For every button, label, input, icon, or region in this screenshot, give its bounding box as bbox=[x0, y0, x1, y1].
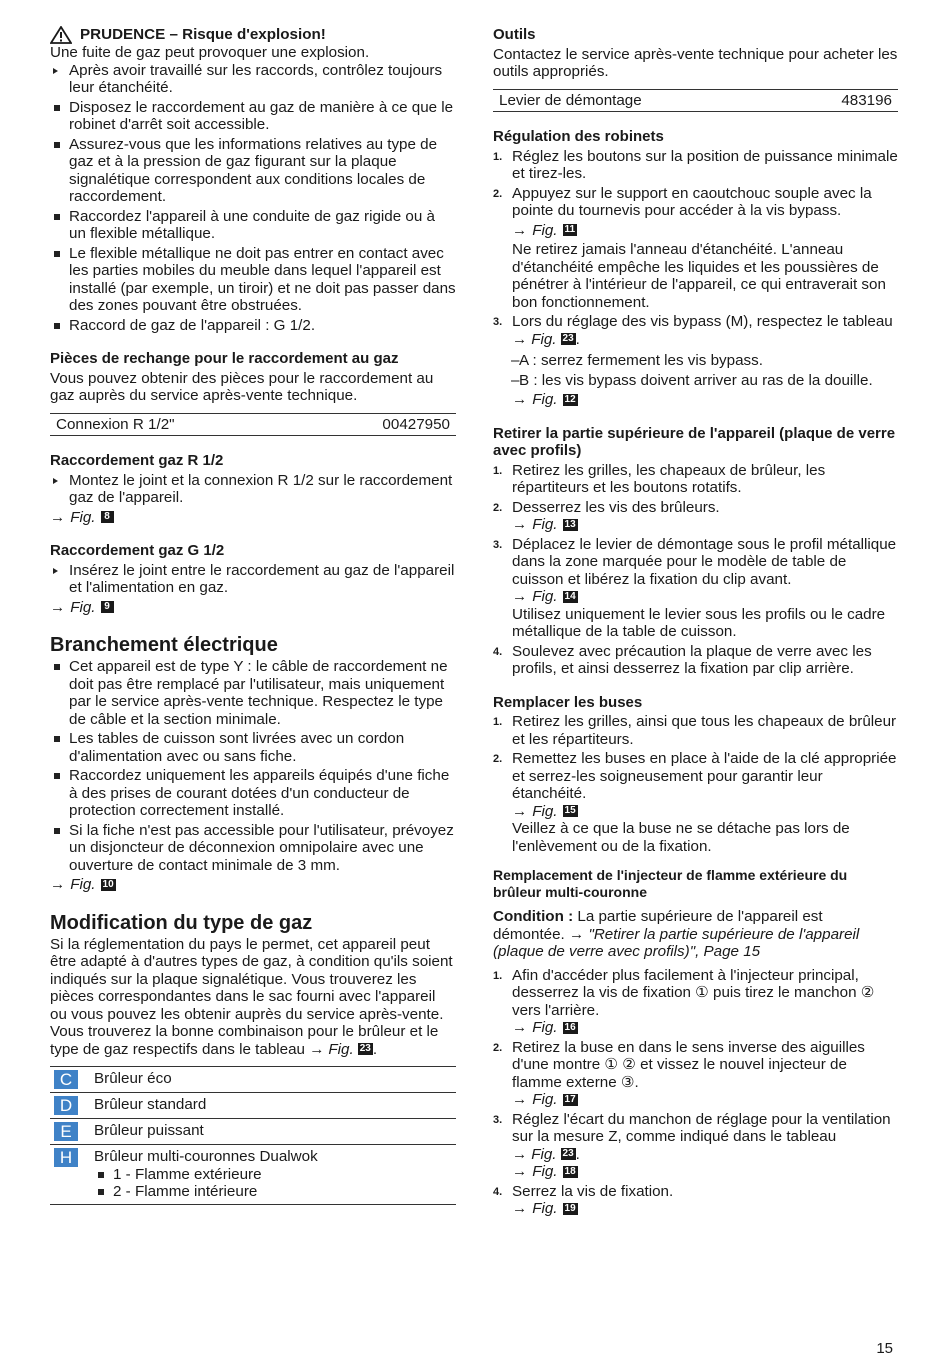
step-text: Réglez les boutons sur la position de puissance minimale et tirez-les. bbox=[512, 147, 898, 182]
step-text: Réglez l'écart du manchon de réglage pour la ventilation sur la mesure Z, comme indiqué dans le tableau bbox=[512, 1110, 891, 1145]
tool-name: Levier de démontage bbox=[499, 91, 642, 109]
fig-label: Fig. bbox=[70, 598, 96, 616]
step-text: Afin d'accéder plus facilement à l'injecteur principal, desserrez la vis de fixation ① puis tirez le manchon ② vers l'arrière. bbox=[512, 966, 875, 1019]
fig-reference[interactable] bbox=[512, 803, 898, 821]
list-item: 3. Lors du réglage des vis bypass (M), respectez le tableau → Fig. 23 . – A : serrez fermement les vis bypass. – B : les vis bypass doivent arriver au ras de la douille. → Fig. 12 bbox=[493, 313, 898, 409]
right-column bbox=[493, 26, 898, 1220]
arrow-icon: → bbox=[309, 1040, 325, 1058]
list-item bbox=[493, 148, 898, 183]
gas-type-text-body: Si la réglementation du pays le permet, cet appareil peut être adapté à d'autres types de gaz, à condition qu'ils soient indiqués sur la plaque signalétique. Vous trouverez les pièces correspondantes dans le sac fourni avec l'appareil ou vous pouvez les obtenir auprès du service après-vente. Vous trouverez la bonne combinaison pour le brûleur et le type de gaz respectifs dans le tableau bbox=[50, 935, 453, 1058]
list-item bbox=[493, 967, 898, 1037]
legend-key-badge: E bbox=[54, 1122, 78, 1141]
warning-sq-list bbox=[50, 99, 456, 335]
condition-text: La partie supérieure de l'appareil est démontée. bbox=[493, 908, 823, 943]
remove-top-steps bbox=[493, 462, 898, 678]
g12-heading: Raccordement gaz G 1/2 bbox=[50, 542, 225, 559]
list-item bbox=[493, 1039, 898, 1109]
arrow-icon: → bbox=[512, 221, 528, 239]
arrow-icon: → bbox=[512, 1145, 528, 1163]
list-item bbox=[493, 1183, 898, 1218]
list-item: Si la fiche n'est pas accessible pour l'utilisateur, prévoyez un disjoncteur de déconnexion omnipolaire avec une ouverture de contact minimale de 3 mm. bbox=[50, 822, 456, 875]
spare-parts-table bbox=[50, 413, 456, 437]
fig-label: Fig. bbox=[532, 588, 558, 605]
step-number: 3. bbox=[493, 316, 503, 328]
fig-number: 10 bbox=[102, 878, 114, 890]
list-item: 2 - Flamme intérieure bbox=[94, 1183, 318, 1201]
fig-number: 13 bbox=[564, 518, 576, 530]
arrow-icon: → bbox=[50, 508, 66, 526]
fig-label: Fig. bbox=[532, 1163, 558, 1180]
legend-label: Brûleur standard bbox=[94, 1096, 207, 1113]
fig-number: 23 bbox=[562, 1148, 574, 1160]
fig-reference[interactable] bbox=[512, 1091, 898, 1109]
list-item bbox=[493, 499, 898, 534]
list-item bbox=[493, 643, 898, 678]
r12-list bbox=[50, 472, 456, 507]
arrow-icon: → bbox=[512, 391, 528, 408]
list-item: Raccordez l'appareil à une conduite de gaz rigide ou à un flexible métallique. bbox=[50, 208, 456, 243]
step-note: Ne retirez jamais l'anneau d'étanchéité. L'anneau d'étanchéité empêche les liquides et les poussières de pénétrer à l'intérieur de l'appareil, ce qui entraverait son bon fonctionnement. bbox=[512, 241, 886, 311]
list-item: 3. Réglez l'écart du manchon de réglage pour la ventilation sur la mesure Z, comme indiqué dans le tableau → Fig. 23 . → Fig. 18 bbox=[493, 1111, 898, 1181]
spare-parts-text: Vous pouvez obtenir des pièces pour le raccordement au gaz auprès du service après-vente technique. bbox=[50, 369, 434, 404]
g12-list bbox=[50, 562, 456, 597]
gas-type-heading: Modification du type de gaz bbox=[50, 911, 313, 934]
step-text: Remettez les buses en place à l'aide de la clé appropriée et serrez-les soigneusement pour garantir leur étanchéité. bbox=[512, 750, 897, 802]
arrow-icon: → bbox=[512, 516, 528, 533]
legend-key-badge: D bbox=[54, 1096, 78, 1115]
fig-number: 23 bbox=[562, 333, 574, 345]
legend-row bbox=[50, 1145, 456, 1205]
left-column bbox=[50, 26, 456, 1205]
step-text: Desserrez les vis des brûleurs. bbox=[512, 498, 720, 516]
fig-label: Fig. bbox=[532, 802, 558, 820]
arrow-icon: → bbox=[50, 598, 66, 616]
tools-table bbox=[493, 89, 898, 113]
legend-body bbox=[94, 1148, 318, 1201]
fig-reference[interactable] bbox=[512, 516, 898, 534]
nozzles-heading: Remplacer les buses bbox=[493, 693, 643, 711]
spare-parts-heading: Pièces de rechange pour le raccordement au gaz bbox=[50, 350, 399, 367]
condition-label: Condition : bbox=[493, 908, 574, 925]
arrow-icon: → bbox=[512, 1163, 528, 1180]
warning-title bbox=[50, 26, 456, 44]
fig-label: Fig. bbox=[531, 1145, 557, 1163]
arrow-icon: → bbox=[569, 925, 585, 943]
fig-label: Fig. bbox=[532, 516, 558, 533]
fig-reference[interactable] bbox=[512, 1019, 898, 1037]
step-text: Retirez les grilles, les chapeaux de brûleur, les répartiteurs et les boutons rotatifs. bbox=[512, 461, 826, 496]
warning-tri-list bbox=[50, 62, 456, 97]
condition-link[interactable]: "Retirer la partie supérieure de l'appareil (plaque de verre avec profils)", Page 15 bbox=[493, 925, 860, 960]
fig-reference[interactable] bbox=[512, 1146, 576, 1164]
fig-reference[interactable] bbox=[50, 509, 456, 527]
list-item: Le flexible métallique ne doit pas entrer en contact avec les parties mobiles du meuble dans lequel l'appareil est installé (par exemple, un tiroir) et ne doit pas passer dans des zones pouvant être obstruées. bbox=[50, 245, 456, 315]
list-item: – A : serrez fermement les vis bypass. bbox=[493, 352, 898, 370]
step-number: 1. bbox=[493, 464, 503, 477]
fig-label: Fig. bbox=[531, 330, 557, 348]
list-item: Les tables de cuisson sont livrées avec un cordon d'alimentation avec ou sans fiche. bbox=[50, 730, 456, 765]
injector-heading: Remplacement de l'injecteur de flamme extérieure du brûleur multi-couronne bbox=[493, 867, 848, 900]
fig-reference[interactable] bbox=[512, 391, 898, 409]
fig-label: Fig. bbox=[532, 391, 558, 408]
fig-label: Fig. bbox=[70, 508, 96, 526]
fig-number: 14 bbox=[564, 590, 576, 602]
list-item bbox=[493, 462, 898, 497]
step-number: 1. bbox=[493, 150, 503, 163]
step-text: Soulevez avec précaution la plaque de verre avec les profils, et ainsi desserrez la fixation par clip arrière. bbox=[512, 642, 872, 677]
fig-label: Fig. bbox=[70, 876, 96, 893]
fig-number: 15 bbox=[564, 805, 576, 817]
list-item: Disposez le raccordement au gaz de manière à ce que le robinet d'arrêt soit accessible. bbox=[50, 99, 456, 134]
arrow-icon: → bbox=[512, 1200, 528, 1217]
fig-reference[interactable] bbox=[512, 331, 576, 349]
fig-reference[interactable] bbox=[309, 1041, 373, 1059]
list-item bbox=[493, 750, 898, 855]
list-item: Raccordez uniquement les appareils équipés d'une fiche à des prises de courant dotées d'un conducteur de protection correctement installé. bbox=[50, 767, 456, 820]
regulation-heading: Régulation des robinets bbox=[493, 128, 664, 145]
injector-steps bbox=[493, 967, 898, 1218]
fig-number: 17 bbox=[564, 1093, 576, 1105]
step-text: Retirez la buse en dans le sens inverse des aiguilles d'une montre ① ② et vissez le nouvel injecteur de flamme externe ③. bbox=[512, 1038, 865, 1091]
list-item: Cet appareil est de type Y : le câble de raccordement ne doit pas être remplacé par l'utilisateur, mais uniquement par le service après-vente technique. Respectez le type de câble et la section minimale. bbox=[50, 658, 456, 728]
part-name: Connexion R 1/2" bbox=[56, 415, 175, 433]
step-number: 2. bbox=[493, 187, 503, 200]
fig-reference[interactable] bbox=[512, 1163, 898, 1181]
list-item bbox=[493, 713, 898, 748]
fig-reference[interactable] bbox=[512, 1200, 898, 1218]
fig-label: Fig. bbox=[328, 1040, 354, 1058]
warning-triangle-icon bbox=[50, 26, 72, 44]
step-number: 1. bbox=[493, 969, 503, 982]
step-number: 2. bbox=[493, 1041, 503, 1054]
fig-number: 12 bbox=[564, 393, 576, 405]
arrow-icon: → bbox=[512, 330, 528, 348]
page-number: 15 bbox=[876, 1340, 893, 1357]
tools-heading: Outils bbox=[493, 26, 536, 43]
step-note: Veillez à ce que la buse ne se détache pas lors de l'enlèvement ou de la fixation. bbox=[512, 820, 850, 855]
fig-number: 16 bbox=[564, 1021, 576, 1033]
list-item: 1 - Flamme extérieure bbox=[94, 1166, 318, 1184]
electrical-list bbox=[50, 658, 456, 874]
burner-legend-table bbox=[50, 1066, 456, 1205]
tool-number: 483196 bbox=[841, 91, 892, 109]
legend-row bbox=[50, 1067, 456, 1093]
arrow-icon: → bbox=[512, 588, 528, 605]
fig-label: Fig. bbox=[532, 1091, 558, 1108]
step-text: Serrez la vis de fixation. bbox=[512, 1182, 674, 1200]
step-text: Retirez les grilles, ainsi que tous les chapeaux de brûleur et les répartiteurs. bbox=[512, 713, 897, 748]
bypass-options bbox=[493, 352, 898, 389]
fig-reference[interactable] bbox=[50, 599, 456, 617]
fig-label: Fig. bbox=[532, 1019, 558, 1036]
step-number: 3. bbox=[493, 1113, 503, 1126]
step-number: 1. bbox=[493, 716, 503, 728]
legend-row bbox=[50, 1093, 456, 1119]
list-item: Assurez-vous que les informations relatives au type de gaz et à la pression de gaz figurant sur la plaque signalétique correspondent aux conditions locales de raccordement. bbox=[50, 136, 456, 206]
legend-key-badge: H bbox=[54, 1148, 78, 1167]
fig-label: Fig. bbox=[532, 221, 558, 239]
list-item bbox=[493, 536, 898, 641]
legend-row bbox=[50, 1119, 456, 1145]
arrow-icon: → bbox=[512, 1019, 528, 1036]
fig-number: 23 bbox=[359, 1043, 371, 1055]
legend-label: Brûleur multi-couronnes Dualwok bbox=[94, 1148, 318, 1165]
fig-number: 19 bbox=[564, 1202, 576, 1214]
step-number: 3. bbox=[493, 538, 503, 551]
legend-key-badge: C bbox=[54, 1070, 78, 1089]
fig-reference[interactable] bbox=[512, 588, 898, 606]
fig-number: 8 bbox=[101, 511, 114, 523]
legend-label: Brûleur éco bbox=[94, 1070, 172, 1087]
step-number: 2. bbox=[493, 753, 503, 765]
step-note: Utilisez uniquement le levier sous les profils ou le cadre métallique de la table de cuisson. bbox=[512, 605, 886, 640]
step-text: Appuyez sur le support en caoutchouc souple avec la pointe du tournevis pour accéder à la vis bypass. bbox=[512, 184, 872, 219]
injector-condition bbox=[493, 908, 898, 961]
list-item: – B : les vis bypass doivent arriver au ras de la douille. bbox=[493, 372, 898, 390]
electrical-heading: Branchement électrique bbox=[50, 634, 278, 656]
fig-label: Fig. bbox=[532, 1200, 558, 1217]
step-text: Lors du réglage des vis bypass (M), respectez le tableau bbox=[512, 313, 893, 330]
gas-type-text: Si la réglementation du pays le permet, cet appareil peut être adapté à d'autres types de gaz, à condition qu'ils soient indiqués sur la plaque signalétique. Vous trouverez les pièces correspondantes dans le sac fourni avec l'appareil ou vous pouvez les obtenir auprès du service après-vente. Vous trouverez la bonne combinaison pour le brûleur et le type de gaz respectifs dans le tableau → Fig. 23 . bbox=[50, 935, 453, 1058]
arrow-icon: → bbox=[512, 802, 528, 820]
fig-reference[interactable] bbox=[50, 876, 456, 894]
fig-number: 11 bbox=[564, 224, 576, 236]
warning-intro: Une fuite de gaz peut provoquer une explosion. bbox=[50, 44, 370, 61]
list-item: Raccord de gaz de l'appareil : G 1/2. bbox=[50, 317, 456, 335]
fig-number: 18 bbox=[564, 1165, 576, 1177]
step-number: 4. bbox=[493, 645, 503, 658]
list-item: Insérez le joint entre le raccordement au gaz de l'appareil et l'alimentation en gaz. bbox=[50, 562, 456, 597]
fig-number: 9 bbox=[101, 601, 114, 613]
list-item: Après avoir travaillé sur les raccords, contrôlez toujours leur étanchéité. bbox=[50, 62, 456, 97]
arrow-icon: → bbox=[512, 1091, 528, 1108]
step-text: Déplacez le levier de démontage sous le profil métallique dans la zone marquée pour le modèle de table de cuisson et libérez la fixation du clip avant. bbox=[512, 535, 897, 588]
legend-sub-list bbox=[94, 1166, 318, 1201]
list-item: Montez le joint et la connexion R 1/2 sur le raccordement gaz de l'appareil. bbox=[50, 472, 456, 507]
list-item bbox=[493, 185, 898, 312]
arrow-icon: → bbox=[50, 876, 66, 893]
part-number: 00427950 bbox=[382, 415, 450, 433]
nozzles-steps bbox=[493, 713, 898, 855]
regulation-steps bbox=[493, 148, 898, 409]
r12-heading: Raccordement gaz R 1/2 bbox=[50, 452, 224, 469]
fig-reference[interactable] bbox=[512, 222, 898, 240]
tools-text: Contactez le service après-vente technique pour acheter les outils appropriés. bbox=[493, 45, 898, 80]
remove-top-heading: Retirer la partie supérieure de l'appareil (plaque de verre avec profils) bbox=[493, 424, 896, 459]
step-number: 4. bbox=[493, 1185, 503, 1198]
step-number: 2. bbox=[493, 501, 503, 514]
legend-label: Brûleur puissant bbox=[94, 1122, 204, 1139]
warning-title-text: PRUDENCE – Risque d'explosion! bbox=[80, 26, 326, 44]
